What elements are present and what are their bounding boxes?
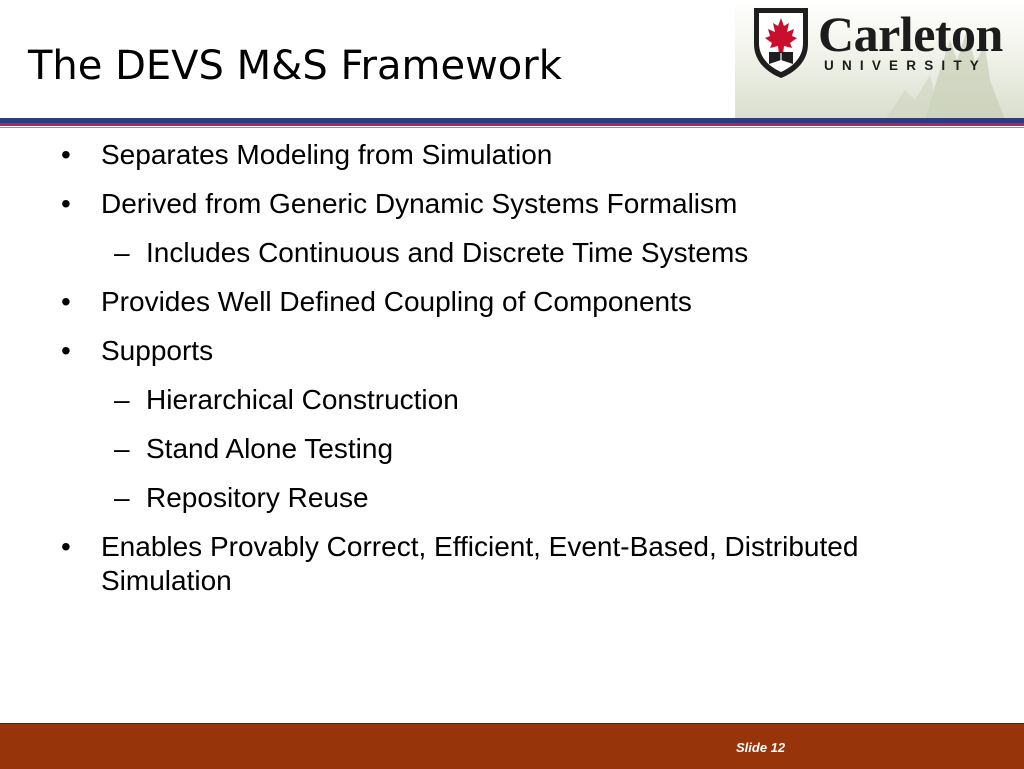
bullet-marker: • <box>61 286 71 317</box>
bullet-text: Separates Modeling from Simulation <box>101 139 553 170</box>
maple-leaf-shield-icon <box>752 6 810 80</box>
footer-bar <box>0 723 1024 769</box>
bullet-text: Provides Well Defined Coupling of Components <box>101 286 692 317</box>
sub-bullet-marker: – <box>114 433 130 464</box>
bullet-marker: • <box>61 531 71 562</box>
university-logo <box>752 6 1012 86</box>
bullet-item <box>0 138 1024 172</box>
sub-bullet-item <box>0 481 1024 515</box>
logo-subtitle: UNIVERSITY <box>824 58 988 73</box>
sub-bullet-marker: – <box>114 384 130 415</box>
bullet-text: Derived from Generic Dynamic Systems Formalism <box>101 188 738 219</box>
slide-body <box>0 128 1024 613</box>
sub-bullet-text: Includes Continuous and Discrete Time Systems <box>146 237 749 268</box>
bullet-text: Enables Provably Correct, Efficient, Event-Based, Distributed Simulation <box>101 531 859 596</box>
sub-bullet-item <box>0 383 1024 417</box>
sub-bullet-item <box>0 432 1024 466</box>
bullet-item <box>0 285 1024 319</box>
sub-bullet-marker: – <box>114 237 130 268</box>
logo-wordmark: Carleton <box>818 6 1003 62</box>
sub-bullet-marker: – <box>114 482 130 513</box>
sub-bullet-text: Stand Alone Testing <box>146 433 394 464</box>
sub-bullet-item <box>0 236 1024 270</box>
slide-title: The DEVS M&S Framework <box>28 43 562 89</box>
bullet-marker: • <box>61 335 71 366</box>
bullet-item <box>0 187 1024 221</box>
bullet-marker: • <box>61 139 71 170</box>
bullet-text: Supports <box>101 335 214 366</box>
bullet-list <box>0 128 1024 598</box>
header-rule-red <box>0 123 1024 126</box>
sub-bullet-text: Repository Reuse <box>146 482 369 513</box>
sub-bullet-text: Hierarchical Construction <box>146 384 459 415</box>
bullet-item <box>0 530 1024 598</box>
bullet-item <box>0 334 1024 368</box>
slide-number: Slide 12 <box>736 740 786 755</box>
bullet-marker: • <box>61 188 71 219</box>
